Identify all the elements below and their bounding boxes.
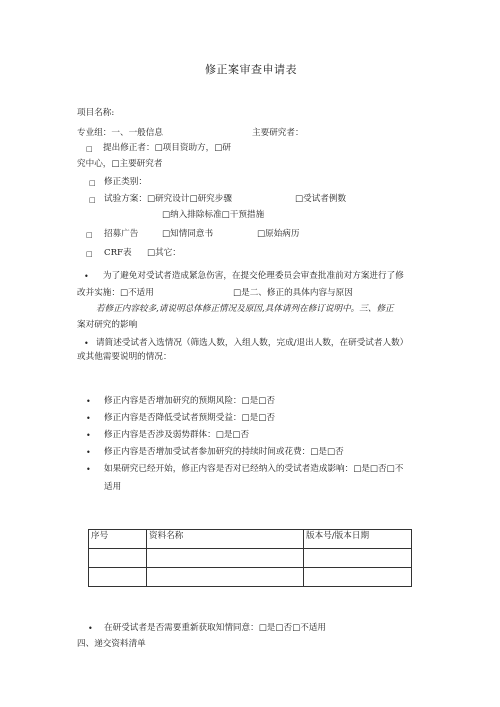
- submitter-line1: 提出修正者：□项目资助方，□研: [103, 143, 231, 153]
- other-option: □其它：: [147, 248, 181, 258]
- table-cell[interactable]: [304, 568, 412, 587]
- table-header-cell: 序号: [89, 530, 147, 549]
- informed-consent: □知情同意书: [162, 229, 214, 239]
- trial-plan-line2: □纳入排除标准□干预措施: [162, 210, 265, 220]
- bullet: •: [86, 465, 91, 474]
- bullet: •: [86, 414, 91, 423]
- bullet: •: [86, 431, 91, 440]
- emergency-line2b: □是二、修正的具体内容与原因: [233, 288, 353, 298]
- submitter-line2: 究中心，□主要研究者: [77, 159, 163, 169]
- table-cell[interactable]: [147, 549, 304, 568]
- checkbox-icon[interactable]: □: [86, 250, 93, 258]
- crf-form: CRF表: [104, 248, 132, 258]
- project-name-label: 项目名称:: [77, 108, 115, 118]
- bullet: •: [86, 448, 91, 457]
- page-title: 修正案审查申请表: [205, 63, 297, 76]
- section4-heading: 四、递交资料清单: [77, 639, 146, 649]
- materials-table: [88, 529, 412, 587]
- pi-label: 主要研究者：: [252, 128, 304, 138]
- recruit-ad: 招募广告: [104, 229, 139, 239]
- table-cell[interactable]: [304, 549, 412, 568]
- table-cell[interactable]: [89, 549, 147, 568]
- bullet: •: [88, 624, 93, 633]
- table-header-row: [89, 530, 412, 549]
- checkbox-icon[interactable]: □: [86, 145, 93, 153]
- impact-item-cont: 适用: [104, 482, 122, 492]
- trial-plan-line1: 试验方案：□研究设计□研究步骤: [104, 194, 232, 204]
- table-cell[interactable]: [147, 568, 304, 587]
- bullet: •: [84, 339, 89, 348]
- emergency-line1: 为了避免对受试者造成紧急伤害，在提交伦理委员会审查批准前对方案进行了修: [103, 271, 404, 281]
- impact-item: 修正内容是否增加研究的预期风险：□是□否: [104, 396, 275, 406]
- enrollment-line2: 或其他需要说明的情况：: [77, 352, 172, 362]
- bullet: •: [84, 272, 89, 281]
- amend-type-label: 修正类别：: [104, 177, 147, 187]
- enrollment-line1: 请简述受试者入选情况（筛选人数，入组人数，完成/退出人数，在研受试者人数）: [96, 338, 409, 348]
- source-records: □原始病历: [257, 229, 300, 239]
- impact-item: 修正内容是否涉及弱势群体：□是□否: [104, 430, 250, 440]
- impact-item: 修正内容是否降低受试者预期受益：□是□否: [104, 413, 275, 423]
- section3-cont: 案对研究的影响: [77, 320, 138, 330]
- checkbox-icon[interactable]: □: [89, 196, 96, 204]
- table-header-cell: 版本号/版本日期: [304, 530, 412, 549]
- table-cell[interactable]: [89, 568, 147, 587]
- checkbox-icon[interactable]: □: [89, 179, 96, 187]
- emergency-line2a: 改并实施：□不适用: [77, 288, 154, 298]
- reconsent-item: 在研受试者是否需要重新获取知情同意：□是□否□不适用: [104, 623, 327, 633]
- checkbox-icon[interactable]: □: [86, 231, 93, 239]
- amend-content-note: 若修正内容较多,请说明总体修正情况及原因,具体请列在修订说明中。三、修正: [96, 304, 394, 314]
- table-row: [89, 549, 412, 568]
- table-header-cell: 资料名称: [147, 530, 304, 549]
- group-label: 专业组：一、一般信息: [77, 128, 163, 138]
- table-row: [89, 568, 412, 587]
- impact-item: 修正内容是否增加受试者参加研究的持续时间或花费：□是□否: [104, 447, 344, 457]
- impact-item: 如果研究已经开始，修正内容是否对已经纳入的受试者造成影响：□是□否□不: [104, 464, 404, 474]
- bullet: •: [86, 397, 91, 406]
- trial-plan-sample-size: □受试者例数: [295, 194, 347, 204]
